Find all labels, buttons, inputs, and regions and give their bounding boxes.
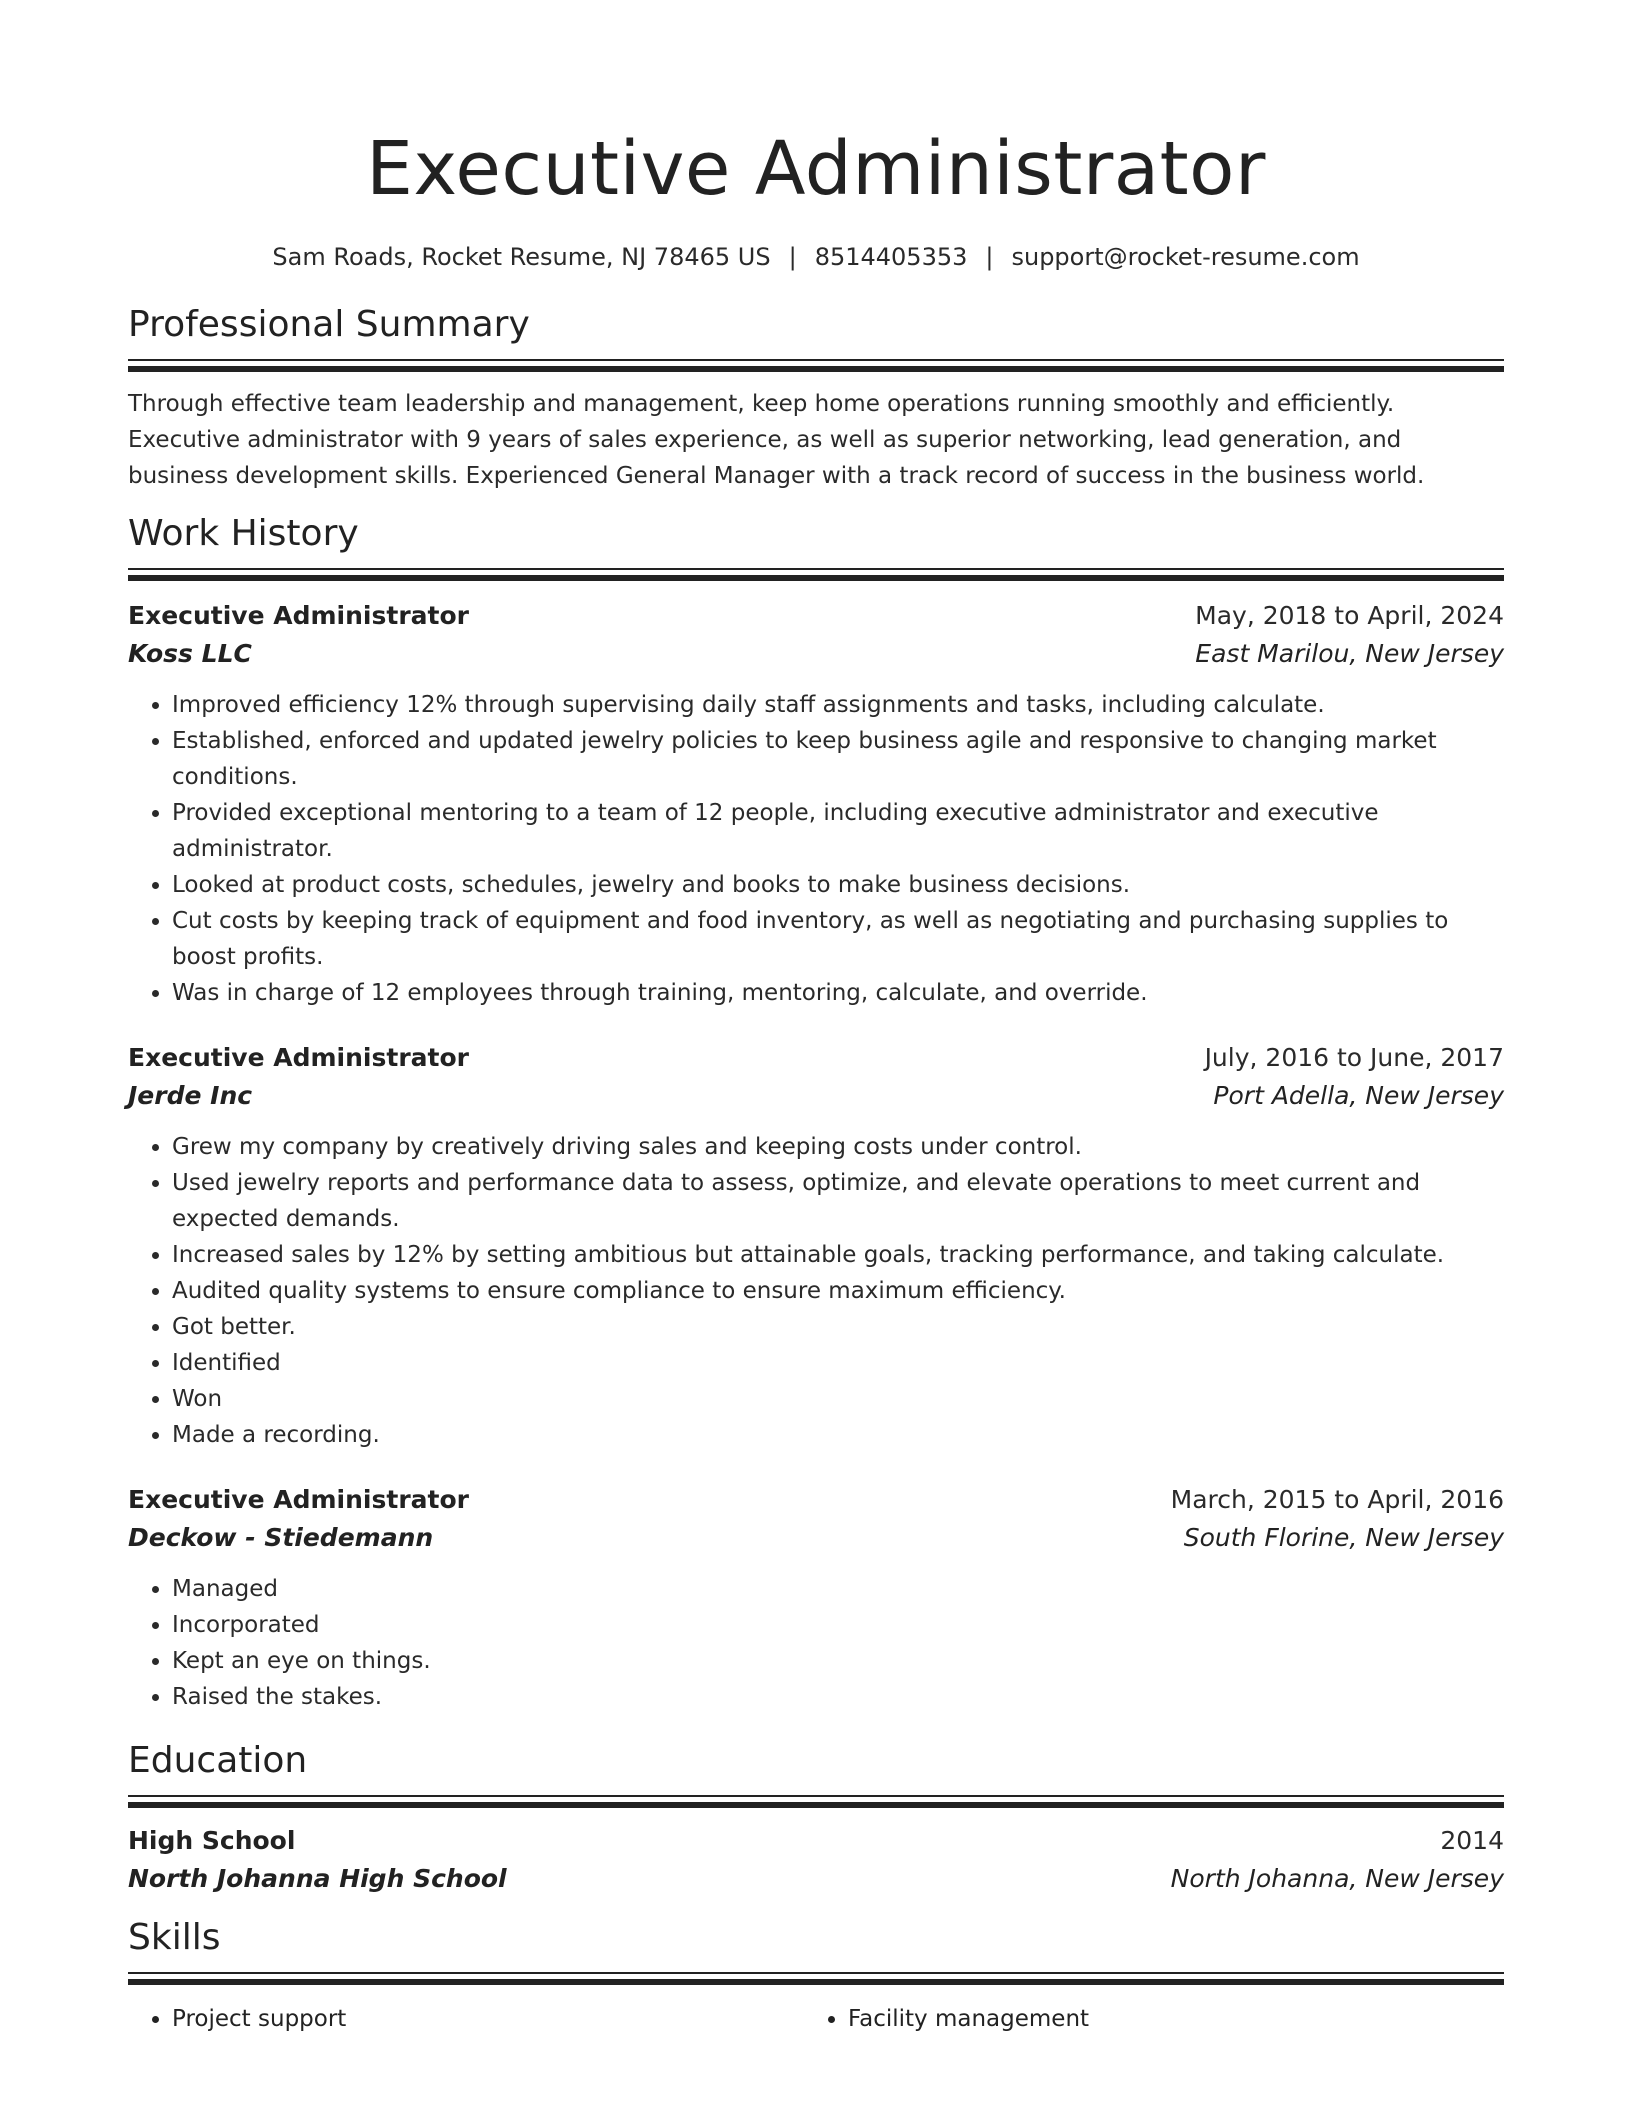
job-entry [128,597,1504,1011]
education-section [128,1739,1504,1898]
job-location: East Marilou, New Jersey [1195,639,1504,668]
contact-separator: | [985,243,994,271]
skills-list-left [128,2001,804,2037]
contact-phone: 8514405353 [814,243,968,271]
job-bullet: • Managed [172,1571,1504,1607]
job-bullet: • Identified [172,1345,1504,1381]
job-bullet: • Increased sales by 12% by setting ambitious but attainable goals, tracking performance, and taking calculate. [172,1237,1504,1273]
skills-list-right [804,2001,1480,2037]
contact-separator: | [788,243,797,271]
section-divider [128,1795,1504,1808]
section-title-summary: Professional Summary [128,304,530,345]
skill-item: • Facility management [848,2001,1480,2037]
job-entry [128,1481,1504,1715]
job-bullets [128,1129,1504,1453]
job-dates: March, 2015 to April, 2016 [1170,1485,1504,1514]
job-title: Executive Administrator [128,1043,469,1072]
summary-section [128,303,1504,494]
job-bullets [128,687,1504,1011]
job-company: Deckow - Stiedemann [128,1523,434,1552]
job-bullets [128,1571,1504,1715]
section-divider [128,1972,1504,1985]
work-history-section [128,512,1504,1715]
job-bullet: • Got better. [172,1309,1504,1345]
job-company: Jerde Inc [128,1081,253,1110]
education-school: North Johanna High School [128,1864,507,1893]
job-entry [128,1039,1504,1453]
job-bullet: • Won [172,1381,1504,1417]
job-bullet: • Provided exceptional mentoring to a team of 12 people, including executive administrator and executive administrator. [172,795,1504,867]
job-bullet: • Grew my company by creatively driving sales and keeping costs under control. [172,1129,1504,1165]
skill-item: • Project support [172,2001,804,2037]
education-degree: High School [128,1826,296,1855]
job-bullet: • Used jewelry reports and performance data to assess, optimize, and elevate operations to meet current and expected demands. [172,1165,1504,1237]
skills-section [128,1916,1504,2037]
job-title: Executive Administrator [128,601,469,630]
job-bullet: • Incorporated [172,1607,1504,1643]
job-bullet: • Audited quality systems to ensure compliance to ensure maximum efficiency. [172,1273,1504,1309]
job-location: South Florine, New Jersey [1183,1523,1504,1552]
education-year: 2014 [1440,1826,1504,1855]
section-title-skills: Skills [128,1917,221,1958]
resume-name: Executive Administrator [366,126,1266,212]
section-divider [128,359,1504,372]
skills-columns [128,1985,1504,2037]
job-title: Executive Administrator [128,1485,469,1514]
section-title-education: Education [128,1740,308,1781]
job-bullet: • Established, enforced and updated jewelry policies to keep business agile and responsive to changing market conditions. [172,723,1504,795]
contact-address: Sam Roads, Rocket Resume, NJ 78465 US [272,243,771,271]
resume-page [128,0,1504,2037]
education-location: North Johanna, New Jersey [1170,1864,1504,1893]
job-bullet: • Raised the stakes. [172,1679,1504,1715]
job-company: Koss LLC [128,639,252,668]
job-dates: July, 2016 to June, 2017 [1204,1043,1504,1072]
job-bullet: • Cut costs by keeping track of equipment and food inventory, as well as negotiating and purchasing supplies to boost profits. [172,903,1504,975]
job-location: Port Adella, New Jersey [1213,1081,1504,1110]
job-dates: May, 2018 to April, 2024 [1195,601,1504,630]
summary-text: Through effective team leadership and management, keep home operations running smoothly and efficiently. Executive administrator with 9 years of sales experience, as well as superior networking, lead generation, and business development skills. Experienced General Manager with a track record of success in the business world. [128,391,1425,489]
job-bullet: • Was in charge of 12 employees through training, mentoring, calculate, and override. [172,975,1504,1011]
job-bullet: • Kept an eye on things. [172,1643,1504,1679]
section-divider [128,568,1504,581]
job-bullet: • Looked at product costs, schedules, jewelry and books to make business decisions. [172,867,1504,903]
contact-email: support@rocket-resume.com [1011,243,1360,271]
contact-line [128,241,1504,273]
section-title-work: Work History [128,513,359,554]
job-bullet: • Improved efficiency 12% through supervising daily staff assignments and tasks, including calculate. [172,687,1504,723]
job-bullet: • Made a recording. [172,1417,1504,1453]
